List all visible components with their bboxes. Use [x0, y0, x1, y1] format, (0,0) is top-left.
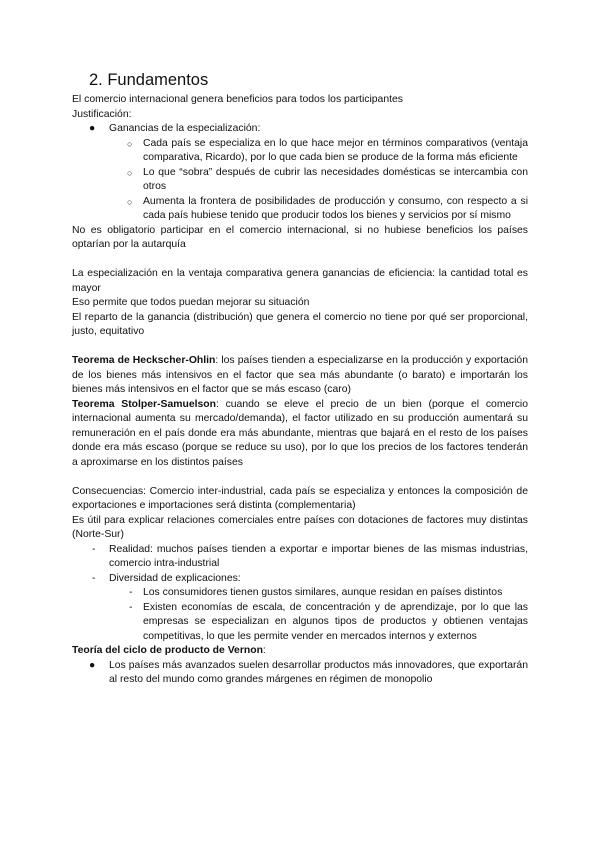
list-item	[72, 572, 528, 645]
vernon-paragraph	[72, 644, 528, 659]
list-item-text: Los consumidores tienen gustos similares, aunque residan en países distintos	[143, 587, 503, 598]
dash-bullet-icon: -	[129, 587, 133, 598]
util-paragraph: Es útil para explicar relaciones comerciales entre países con dotaciones de factores muy distintas (Norte-Sur)	[72, 514, 528, 540]
list-item-text: Lo que “sobra” después de cubrir las necesidades domésticas se intercambia con otros	[143, 166, 528, 192]
heckscher-text: : los países tienden a especializarse en la producción y exportación de los bienes más intensivos en el factor que sea más abundante (o barato) e importarán los bienes más intensivos en el factor que se más escaso (caro)	[72, 355, 528, 395]
spacer	[72, 470, 528, 485]
vernon-term: Teoría del ciclo de producto de Vernon	[72, 645, 263, 656]
list-item	[72, 586, 528, 601]
especializacion-paragraph: La especialización en la ventaja comparativa genera ganancias de eficiencia: la cantidad total es mayor	[72, 268, 528, 294]
justificacion-label: Justificación:	[72, 108, 132, 120]
list-item	[72, 659, 528, 688]
circle-bullet-icon: ○	[127, 196, 133, 207]
consecuencias-paragraph: Consecuencias: Comercio inter-industrial, cada país se especializa y entonces la composición de exportaciones e importaciones será distinta (complementaria)	[72, 485, 528, 511]
dash-bullet-icon: -	[129, 601, 133, 613]
ganancias-list	[72, 122, 528, 224]
list-item-text: Aumenta la frontera de posibilidades de producción y consumo, con respecto a si cada país hubiese tenido que producir todos los bienes y servicios por sí mismo	[143, 195, 528, 221]
circle-bullet-icon: ○	[127, 167, 133, 178]
spacer	[72, 253, 528, 268]
heckscher-paragraph	[72, 354, 528, 398]
dash-bullet-icon: -	[92, 572, 96, 584]
list-item	[72, 601, 528, 645]
realidad-list	[72, 543, 528, 645]
list-item	[72, 166, 528, 195]
bullet-icon: ●	[89, 123, 96, 134]
especializacion-paragraph: Eso permite que todos puedan mejorar su situación	[72, 297, 310, 308]
diversidad-label: Diversidad de explicaciones:	[109, 572, 241, 584]
ganancias-label: Ganancias de la especialización:	[109, 123, 261, 134]
stolper-paragraph	[72, 398, 528, 471]
document-page	[72, 70, 528, 688]
list-item	[72, 543, 528, 572]
bullet-icon: ●	[89, 659, 96, 671]
heckscher-term: Teorema de Heckscher-Ohlin	[72, 355, 216, 366]
list-item	[72, 195, 528, 224]
stolper-text: : cuando se eleve el precio de un bien (porque el comercio internacional aumenta su mercado/demanda), el factor utilizado en su producción aumentará su remuneración en el país donde era más abundante, mientras que bajará en el resto de los países donde era más escaso (porque se reduce su uso), por lo que los precios de los factores tenderán a aproximarse en los distintos países	[72, 398, 528, 468]
diversidad-sublist	[72, 586, 528, 644]
list-item-text: Los países más avanzados suelen desarrollar productos más innovadores, que exportarán al resto del mundo como grandes márgenes en régimen de monopolio	[109, 659, 528, 685]
list-item	[72, 122, 528, 224]
list-item-text: Cada país se especializa en lo que hace mejor en términos comparativos (ventaja comparativa, Ricardo), por lo que cada bien se produce de la forma más eficiente	[143, 137, 528, 163]
realidad-text: Realidad: muchos países tienden a exportar e importar bienes de las mismas industrias, comercio intra-industrial	[109, 543, 528, 569]
vernon-colon: :	[262, 645, 266, 656]
dash-bullet-icon: -	[92, 543, 96, 555]
stolper-term: Teorema Stolper-Samuelson	[72, 398, 216, 410]
ganancias-sublist	[72, 137, 528, 224]
especializacion-paragraph: El reparto de la ganancia (distribución) que genera el comercio no tiene por qué ser proporcional, justo, equitativo	[72, 311, 528, 337]
intro-paragraph: El comercio internacional genera beneficios para todos los participantes	[72, 94, 403, 105]
section-heading: 2. Fundamentos	[89, 71, 209, 89]
no-obligatorio-paragraph: No es obligatorio participar en el comercio internacional, si no hubiese beneficios los países optarían por la autarquía	[72, 224, 528, 250]
list-item-text: Existen economías de escala, de concentración y de aprendizaje, por lo que las empresas se especializan en algunos tipos de productos y obtienen ventajas competitivas, lo que les permite vender en mercados internos y externos	[143, 601, 528, 642]
circle-bullet-icon: ○	[127, 138, 133, 149]
list-item	[72, 137, 528, 166]
spacer	[72, 340, 528, 355]
vernon-list	[72, 659, 528, 688]
